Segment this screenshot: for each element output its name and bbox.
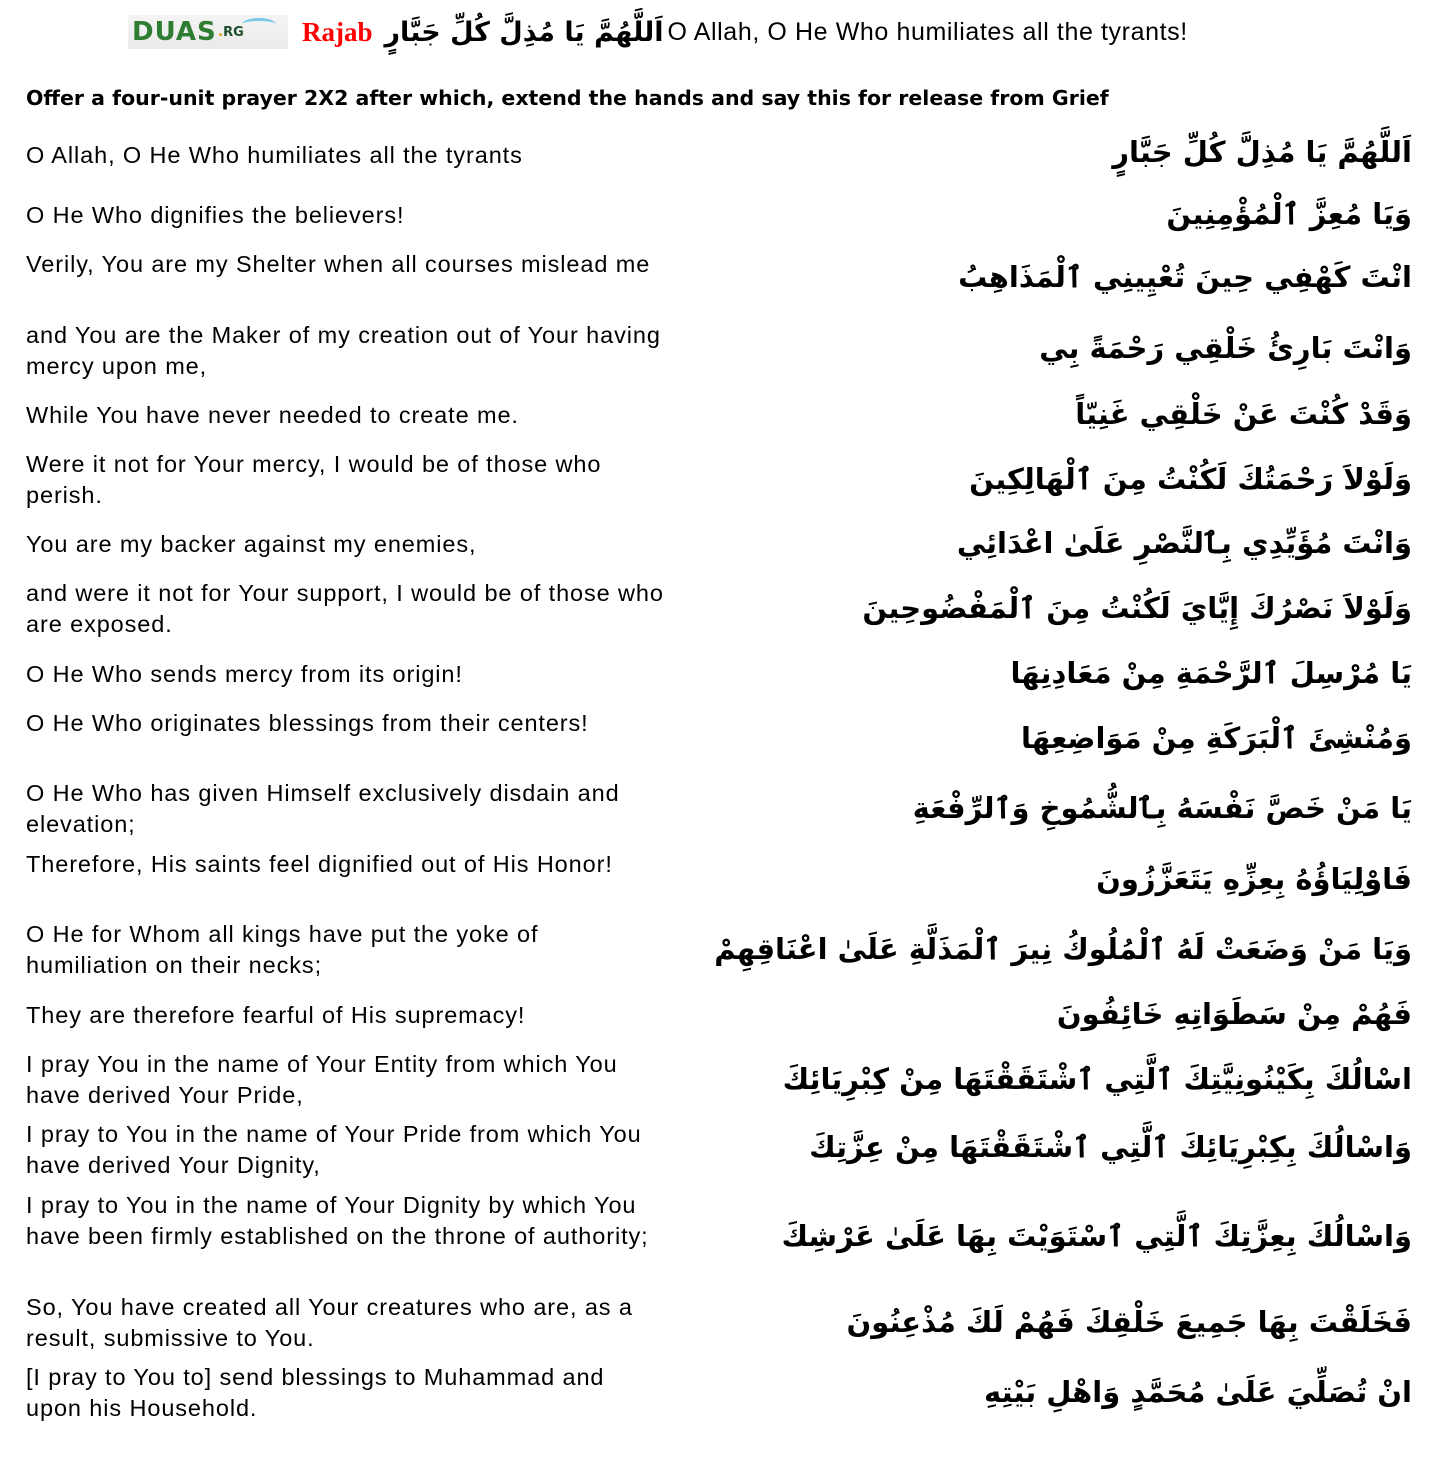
- verse-english: Were it not for Your mercy, I would be of those who perish.: [26, 451, 602, 508]
- verse-arabic: يَا مُرْسِلَ ٱلرَّحْمَةِ مِنْ مَعَادِنِهَا: [1010, 656, 1412, 690]
- verse-english: O He Who originates blessings from their centers!: [26, 710, 589, 736]
- english-title: O Allah, O He Who humiliates all the tyrants!: [667, 17, 1188, 46]
- verse-english: You are my backer against my enemies,: [26, 531, 477, 557]
- verse-english: O He Who sends mercy from its origin!: [26, 661, 463, 687]
- month-label: Rajab: [302, 16, 373, 47]
- verse-arabic: اسْالُكَ بِكَيْنُونِيَّتِكَ ٱلَّتِي ٱشْتَقَقْتَهَا مِنْ كِبْرِيَائِكَ: [782, 1062, 1412, 1096]
- logo-dot: .: [217, 24, 224, 40]
- verse-arabic: وَمُنْشِئَ ٱلْبَرَكَةِ مِنْ مَوَاضِعِهَا: [1021, 721, 1412, 755]
- verse-arabic: فَهُمْ مِنْ سَطَوَاتِهِ خَائِفُونَ: [1056, 997, 1412, 1031]
- verse-arabic: فَخَلَقْتَ بِهَا جَمِيعَ خَلْقِكَ فَهُمْ لَكَ مُذْعِنُونَ: [846, 1305, 1412, 1339]
- logo-swoosh-icon: [242, 18, 276, 31]
- verse-arabic: فَاوْلِيَاؤُهُ بِعِزِّهِ يَتَعَزَّزُونَ: [1096, 862, 1412, 896]
- verse-arabic: وَاسْالُكَ بِكِبْرِيَائِكَ ٱلَّتِي ٱشْتَقَقْتَهَا مِنْ عِزَّتِكَ: [809, 1130, 1412, 1164]
- site-logo[interactable]: [128, 15, 288, 49]
- logo-suffix: RG: [223, 24, 244, 40]
- verse-arabic: وَقَدْ كُنْتَ عَنْ خَلْقِي غَنِيّاً: [1075, 397, 1412, 431]
- prayer-instruction: Offer a four-unit prayer 2X2 after which, extend the hands and say this for release from Grief: [26, 86, 1109, 110]
- verse-arabic: وَلَوْلاَ رَحْمَتُكَ لَكُنْتُ مِنَ ٱلْهَالِكِينَ: [969, 462, 1412, 496]
- verse-arabic: وَيَا مَنْ وَضَعَتْ لَهُ ٱلْمُلُوكُ نِيرَ ٱلْمَذَلَّةِ عَلَىٰ اعْنَاقِهِمْ: [714, 932, 1412, 966]
- page-header: [128, 8, 1188, 56]
- verse-english: O He Who dignifies the believers!: [26, 202, 405, 228]
- verse-english: Verily, You are my Shelter when all courses mislead me: [26, 251, 651, 277]
- verse-arabic: اَللَّهُمَّ يَا مُذِلَّ كُلِّ جَبَّارٍ: [1112, 135, 1412, 169]
- verse-arabic: وَلَوْلاَ نَصْرُكَ إِيَّايَ لَكُنْتُ مِنَ ٱلْمَفْضُوحِينَ: [862, 591, 1412, 625]
- verse-arabic: وَيَا مُعِزَّ ٱلْمُؤْمِنِينَ: [1166, 197, 1412, 231]
- arabic-title: اَللَّهُمَّ يَا مُذِلَّ كُلِّ جَبَّارٍ: [384, 16, 664, 48]
- verse-english: O Allah, O He Who humiliates all the tyrants: [26, 142, 523, 168]
- verse-arabic: وَانْتَ مُؤَيِّدِي بِٱلنَّصْرِ عَلَىٰ اعْدَائِي: [956, 526, 1412, 560]
- verse-english: While You have never needed to create me.: [26, 402, 519, 428]
- verse-arabic: وَانْتَ بَارِئُ خَلْقِي رَحْمَةً بِي: [1039, 331, 1412, 365]
- verse-english: I pray to You in the name of Your Dignity by which You have been firmly established on the throne of authority;: [26, 1192, 649, 1249]
- verse-english: I pray to You in the name of Your Pride from which You have derived Your Dignity,: [26, 1121, 642, 1178]
- logo-text: DUAS: [132, 17, 217, 47]
- verse-english: I pray You in the name of Your Entity from which You have derived Your Pride,: [26, 1051, 618, 1108]
- verse-arabic: انْ تُصَلِّيَ عَلَىٰ مُحَمَّدٍ وَاهْلِ بَيْتِهِ: [984, 1375, 1412, 1409]
- verse-english: and were it not for Your support, I would be of those who are exposed.: [26, 580, 664, 637]
- verse-english: O He Who has given Himself exclusively disdain and elevation;: [26, 780, 620, 837]
- verse-english: So, You have created all Your creatures who are, as a result, submissive to You.: [26, 1294, 633, 1351]
- verse-english: [I pray to You to] send blessings to Muhammad and upon his Household.: [26, 1364, 605, 1421]
- verse-arabic: وَاسْالُكَ بِعِزَّتِكَ ٱلَّتِي ٱسْتَوَيْتَ بِهَا عَلَىٰ عَرْشِكَ: [781, 1219, 1412, 1253]
- verse-english: O He for Whom all kings have put the yoke of humiliation on their necks;: [26, 921, 539, 978]
- verse-english: and You are the Maker of my creation out of Your having mercy upon me,: [26, 322, 661, 379]
- verse-arabic: يَا مَنْ خَصَّ نَفْسَهُ بِٱلشُّمُوخِ وَٱلرِّفْعَةِ: [912, 791, 1412, 825]
- verse-english: They are therefore fearful of His supremacy!: [26, 1002, 526, 1028]
- verse-arabic: انْتَ كَهْفِي حِينَ تُعْيِينِي ٱلْمَذَاهِبُ: [958, 260, 1412, 294]
- verse-english: Therefore, His saints feel dignified out of His Honor!: [26, 851, 613, 877]
